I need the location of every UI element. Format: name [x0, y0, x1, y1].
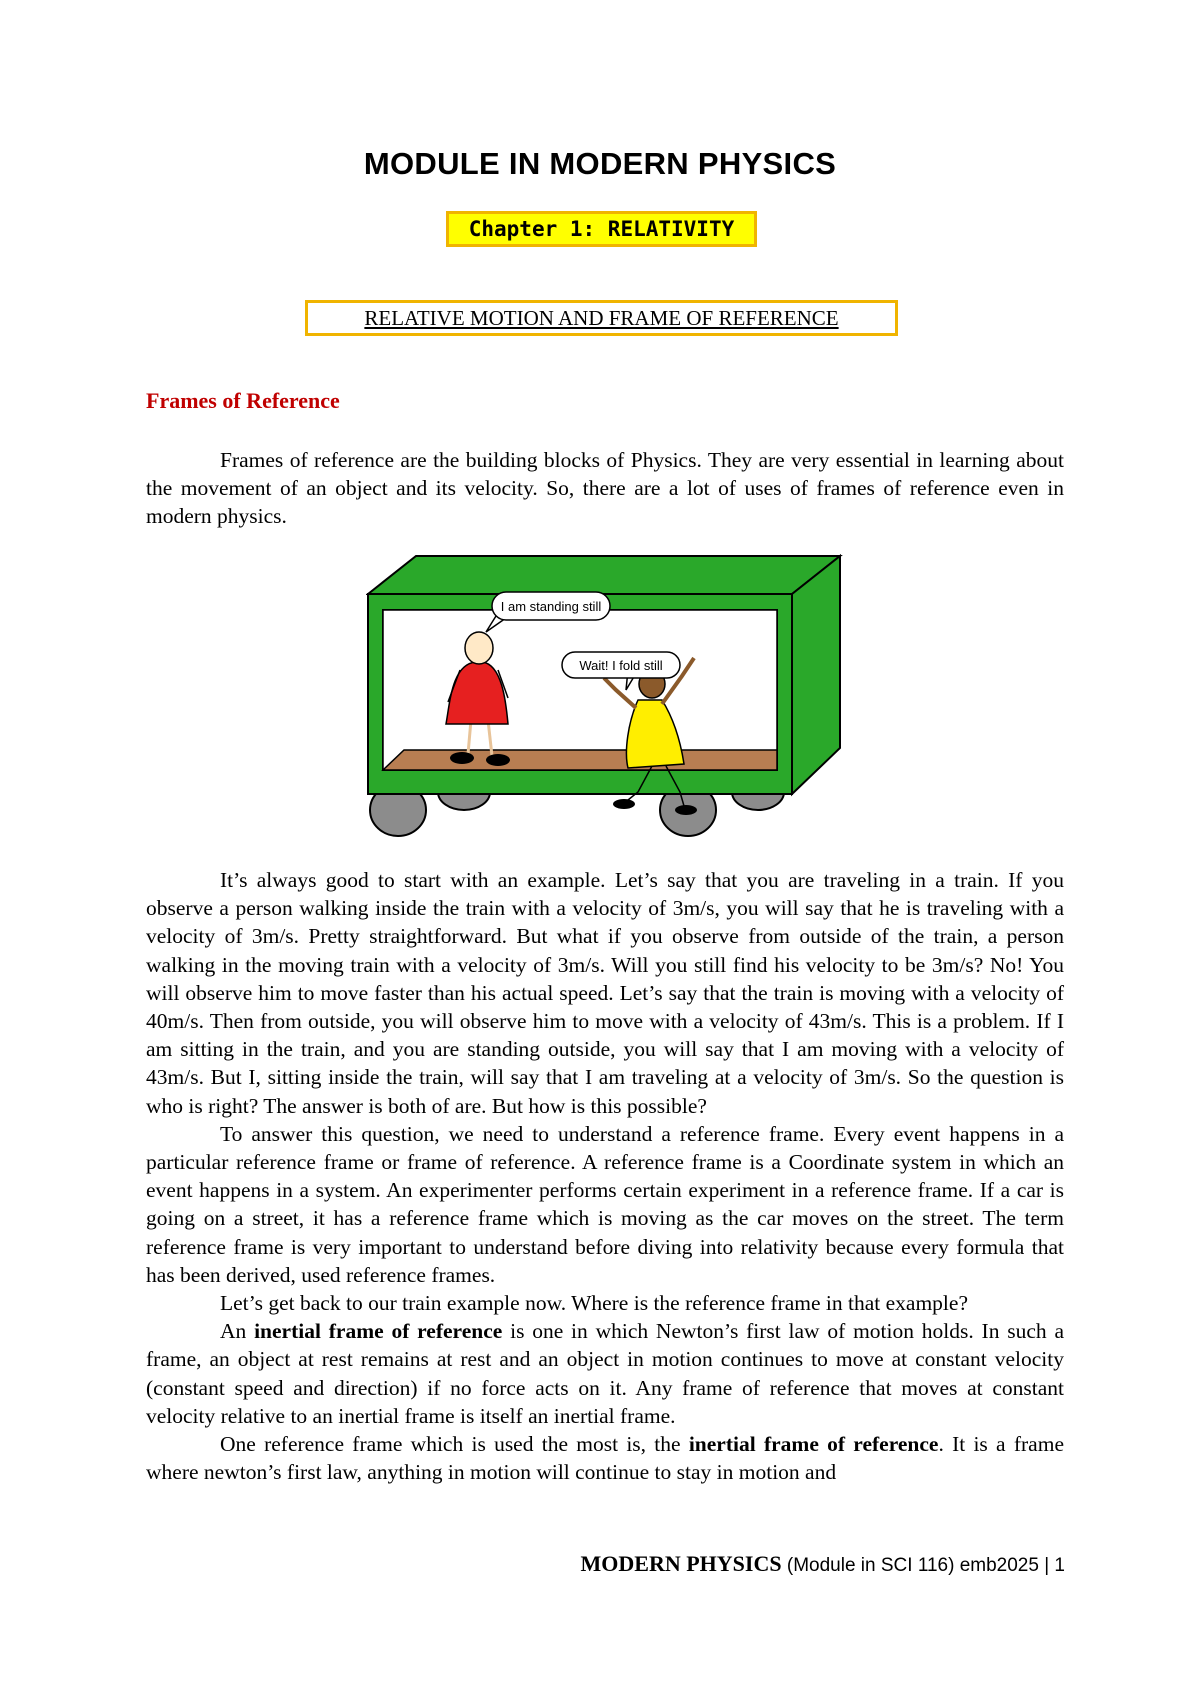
- para4-after: is one in which Newton’s first law of motion holds. In such a frame, an object at rest remains at rest and an object in motion continues to move at constant velocity (constant speed and direction) if no force acts on it. Any frame of reference that moves at constant velocity relative to an inertial frame is itself an inertial frame.: [146, 1319, 1065, 1428]
- para5-before: One reference frame which is used the most is, the: [220, 1432, 689, 1457]
- para5-after: . It is a frame where newton’s first law, anything in motion will continue to stay in motion and: [146, 1432, 1064, 1485]
- footer-detail: (Module in SCI 116) emb2025 | 1: [781, 1555, 1065, 1576]
- paragraph-train-question: Let’s get back to our train example now. Where is the reference frame in that example?: [220, 1291, 968, 1316]
- chapter-label: Chapter 1: RELATIVITY: [446, 211, 757, 247]
- paragraph-reference-frame: To answer this question, we need to understand a reference frame. Every event happens in a particular reference frame or frame of reference. A reference frame is a Coordinate system in which an event happens in a system. An experimenter performs certain experiment in a reference frame. If a car is going on a street, it has a reference frame which is moving as the car moves on the street. The term reference frame is very important to understand before diving into relativity because every formula that has been derived, used reference frames.: [146, 1121, 1064, 1287]
- bubble-2-text: Wait! I fold still: [579, 658, 663, 673]
- section-title: RELATIVE MOTION AND FRAME OF REFERENCE: [305, 300, 898, 336]
- paragraph-inertial-most-used: [146, 1430, 1064, 1486]
- bubble-1-text: I am standing still: [500, 599, 602, 614]
- train-illustration: [366, 552, 856, 860]
- footer-course: MODERN PHYSICS: [580, 1551, 782, 1576]
- para4-before: An: [220, 1319, 255, 1344]
- module-title: MODULE IN MODERN PHYSICS: [363, 146, 837, 181]
- para4-bold-term: inertial frame of reference: [254, 1319, 503, 1344]
- train-floor: [383, 750, 777, 770]
- para5-bold-term: inertial frame of reference: [688, 1432, 939, 1457]
- paragraph-inertial-definition: [146, 1317, 1064, 1430]
- paragraph-example: It’s always good to start with an example. Let’s say that you are traveling in a train. If you observe a person walking inside the train with a velocity of 3m/s, you will say that he is traveling with a velocity of 3m/s. Pretty straightforward. But what if you observe from outside of the train, a person walking in the moving train with a velocity of 3m/s. Will you still find his velocity to be 3m/s? No! You will observe him to move faster than his actual speed. Let’s say that the train is moving with a velocity of 40m/s. Then from outside, you will observe him to move with a velocity of 43m/s. This is a problem. If I am sitting in the train, and you are standing outside, you will say that I am moving with a velocity of 43m/s. But I, sitting inside the train, will say that I am traveling at a velocity of 3m/s. So the question is who is right? The answer is both of are. But how is this possible?: [146, 868, 1064, 1118]
- intro-paragraph: Frames of reference are the building blocks of Physics. They are very essential in learning about the movement of an object and its velocity. So, there are a lot of uses of frames of reference even in modern physics.: [146, 448, 1064, 529]
- section-heading: Frames of Reference: [146, 388, 340, 413]
- train-interior: [383, 610, 777, 770]
- train-top: [368, 556, 840, 594]
- page-footer: [581, 1551, 1065, 1577]
- intro-text: [146, 446, 1064, 531]
- train-side: [792, 556, 840, 794]
- body-text: [146, 866, 1064, 1486]
